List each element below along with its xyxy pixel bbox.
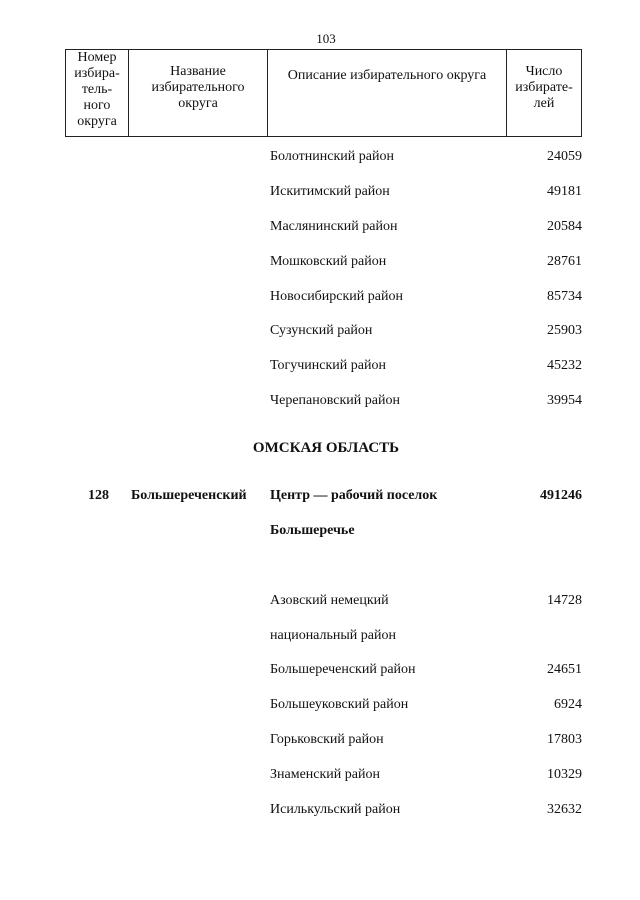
row-voters: 10329 xyxy=(547,767,582,782)
table-row xyxy=(0,323,640,343)
header-number-line: ного xyxy=(83,98,111,113)
row-voters: 24059 xyxy=(547,149,582,164)
header-description-line: Описание избирательного округа xyxy=(287,68,487,83)
table-row xyxy=(0,767,640,787)
row-description: Азовский немецкий xyxy=(270,593,389,608)
row-description: Большереченский район xyxy=(270,662,416,677)
table-header xyxy=(65,49,582,137)
table-row xyxy=(0,184,640,204)
row-description: Новосибирский район xyxy=(270,289,403,304)
header-voters xyxy=(507,50,582,137)
table-row xyxy=(0,662,640,682)
header-description xyxy=(268,50,507,137)
row-description: Искитимский район xyxy=(270,184,390,199)
table-row xyxy=(0,802,640,822)
table-row xyxy=(0,593,640,613)
row-voters: 45232 xyxy=(547,358,582,373)
row-description: Маслянинский район xyxy=(270,219,398,234)
header-number-line: Номер xyxy=(77,50,117,65)
district-name: Большереченский xyxy=(131,488,247,503)
header-number xyxy=(66,50,129,137)
table-row xyxy=(0,254,640,274)
row-description: Знаменский район xyxy=(270,767,380,782)
header-name-line: Название xyxy=(170,64,226,79)
table-row xyxy=(0,289,640,309)
header-number-line: тель- xyxy=(81,82,113,97)
table-row xyxy=(0,219,640,239)
header-voters-line: лей xyxy=(533,96,555,111)
row-description: Мошковский район xyxy=(270,254,387,269)
row-voters: 17803 xyxy=(547,732,582,747)
row-description: Большеуковский район xyxy=(270,697,409,712)
row-voters: 6924 xyxy=(554,697,582,712)
row-voters: 32632 xyxy=(547,802,582,817)
header-voters-line: избирате- xyxy=(515,80,573,95)
row-description: Сузунский район xyxy=(270,323,373,338)
row-description: Болотнинский район xyxy=(270,149,394,164)
table-row xyxy=(0,393,640,413)
row-voters: 85734 xyxy=(547,289,582,304)
row-description-line2: национальный район xyxy=(270,628,396,643)
header-voters-line: Число xyxy=(525,64,563,79)
row-voters: 24651 xyxy=(547,662,582,677)
table-row xyxy=(0,149,640,169)
district-center-line2: Большеречье xyxy=(270,523,355,538)
row-voters: 28761 xyxy=(547,254,582,269)
row-voters: 25903 xyxy=(547,323,582,338)
district-center: Центр — рабочий поселок xyxy=(270,488,438,503)
table-row xyxy=(0,732,640,752)
row-voters: 20584 xyxy=(547,219,582,234)
row-voters: 14728 xyxy=(547,593,582,608)
page-number: 103 xyxy=(316,31,336,46)
header-name-line: избирательного xyxy=(151,80,245,95)
row-description: Исилькульский район xyxy=(270,802,401,817)
district-voters: 491246 xyxy=(540,488,582,503)
row-description: Горьковский район xyxy=(270,732,384,747)
district-row-continued xyxy=(0,523,640,543)
table-row-continued xyxy=(0,628,640,648)
header-name-line: округа xyxy=(178,96,218,111)
table-row xyxy=(0,358,640,378)
header-name xyxy=(129,50,268,137)
row-description: Черепановский район xyxy=(270,393,400,408)
table-row xyxy=(0,697,640,717)
row-voters: 39954 xyxy=(547,393,582,408)
row-voters: 49181 xyxy=(547,184,582,199)
header-number-line: избира- xyxy=(74,66,120,81)
section-title: ОМСКАЯ ОБЛАСТЬ xyxy=(252,440,400,456)
district-row xyxy=(0,488,640,508)
header-number-line: округа xyxy=(77,114,117,129)
row-description: Тогучинский район xyxy=(270,358,386,373)
district-number: 128 xyxy=(88,488,109,503)
